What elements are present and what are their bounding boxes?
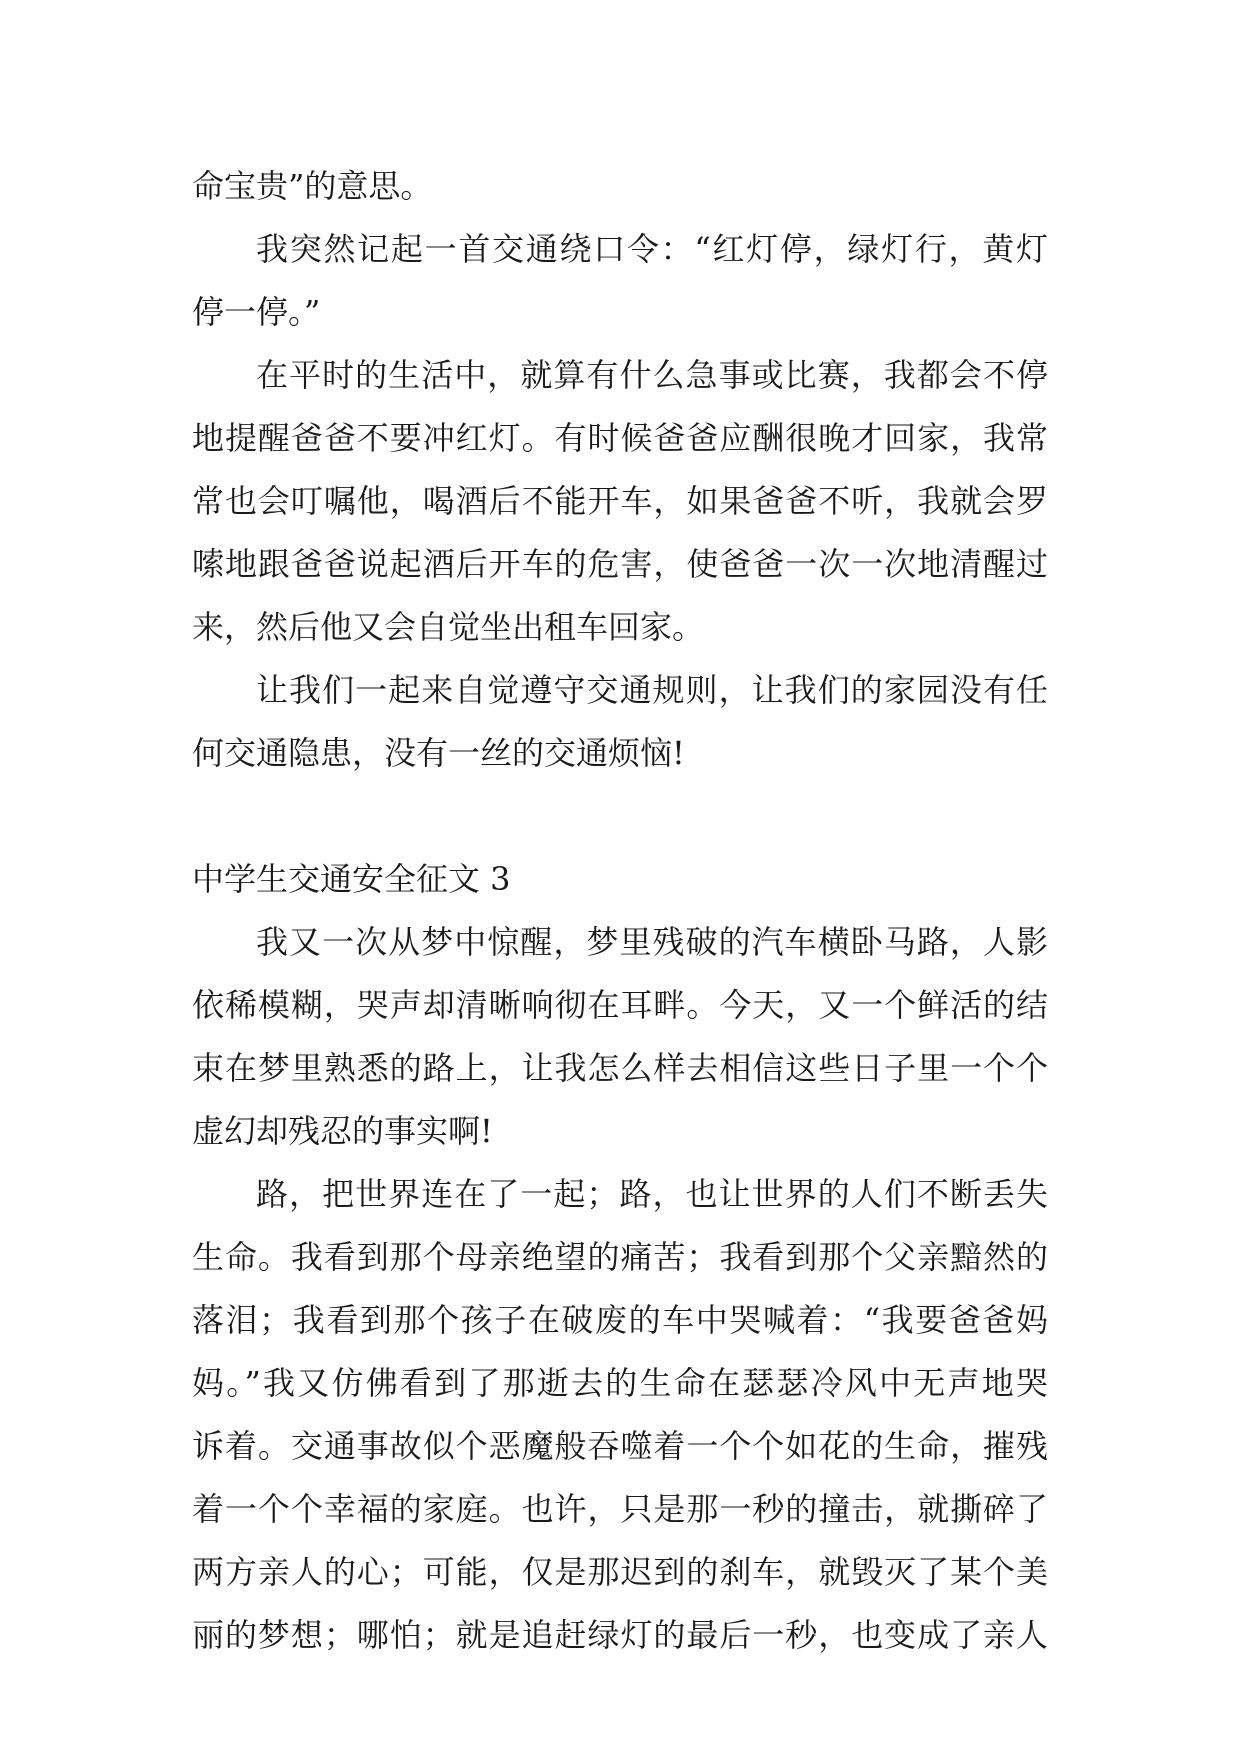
paragraph-line: 地提醒爸爸不要冲红灯。有时候爸爸应酬很晚才回家，我常 xyxy=(192,419,1048,457)
section-heading: 中学生交通安全征文 3 xyxy=(192,860,511,898)
paragraph-line: 落泪；我看到那个孩子在破废的车中哭喊着：“我要爸爸妈 xyxy=(192,1301,1048,1339)
paragraph xyxy=(192,218,1048,344)
paragraph-line: 妈。”我又仿佛看到了那逝去的生命在瑟瑟冷风中无声地哭 xyxy=(192,1364,1048,1402)
paragraph-line: 来，然后他又会自觉坐出租车回家。 xyxy=(192,608,705,646)
paragraph xyxy=(192,344,1048,659)
paragraph-line: 让我们一起来自觉遵守交通规则，让我们的家园没有任 xyxy=(256,671,1048,709)
paragraph-line: 虚幻却残忍的事实啊! xyxy=(192,1112,493,1150)
paragraph-line: 嗦地跟爸爸说起酒后开车的危害，使爸爸一次一次地清醒过 xyxy=(192,545,1048,583)
paragraph-line: 路，把世界连在了一起；路，也让世界的人们不断丢失 xyxy=(256,1175,1048,1213)
paragraph-line: 停一停。” xyxy=(192,293,321,331)
paragraph-line: 何交通隐患，没有一丝的交通烦恼! xyxy=(192,734,685,772)
paragraph xyxy=(192,911,1048,1163)
paragraph xyxy=(192,155,1048,218)
paragraph-line: 生命。我看到那个母亲绝望的痛苦；我看到那个父亲黯然的 xyxy=(192,1238,1048,1276)
paragraph-line: 着一个个幸福的家庭。也许，只是那一秒的撞击，就撕碎了 xyxy=(192,1490,1048,1528)
paragraph-line: 束在梦里熟悉的路上，让我怎么样去相信这些日子里一个个 xyxy=(192,1049,1048,1087)
document-page xyxy=(192,155,1048,1667)
paragraph-line: 我又一次从梦中惊醒，梦里残破的汽车横卧马路，人影 xyxy=(256,923,1048,961)
paragraph-line: 依稀模糊，哭声却清晰响彻在耳畔。今天，又一个鲜活的结 xyxy=(192,986,1048,1024)
paragraph-line: 丽的梦想；哪怕；就是追赶绿灯的最后一秒，也变成了亲人 xyxy=(192,1616,1048,1654)
paragraph-line: 我突然记起一首交通绕口令：“红灯停，绿灯行，黄灯 xyxy=(256,230,1048,268)
paragraph-line: 两方亲人的心；可能，仅是那迟到的刹车，就毁灭了某个美 xyxy=(192,1553,1048,1591)
paragraph-line: 命宝贵”的意思。 xyxy=(192,167,433,205)
paragraph-line: 在平时的生活中，就算有什么急事或比赛，我都会不停 xyxy=(256,356,1048,394)
paragraph xyxy=(192,1163,1048,1667)
paragraph-line: 常也会叮嘱他，喝酒后不能开车，如果爸爸不听，我就会罗 xyxy=(192,482,1048,520)
section-spacer xyxy=(192,785,1048,848)
paragraph xyxy=(192,659,1048,785)
paragraph-line: 诉着。交通事故似个恶魔般吞噬着一个个如花的生命，摧残 xyxy=(192,1427,1048,1465)
